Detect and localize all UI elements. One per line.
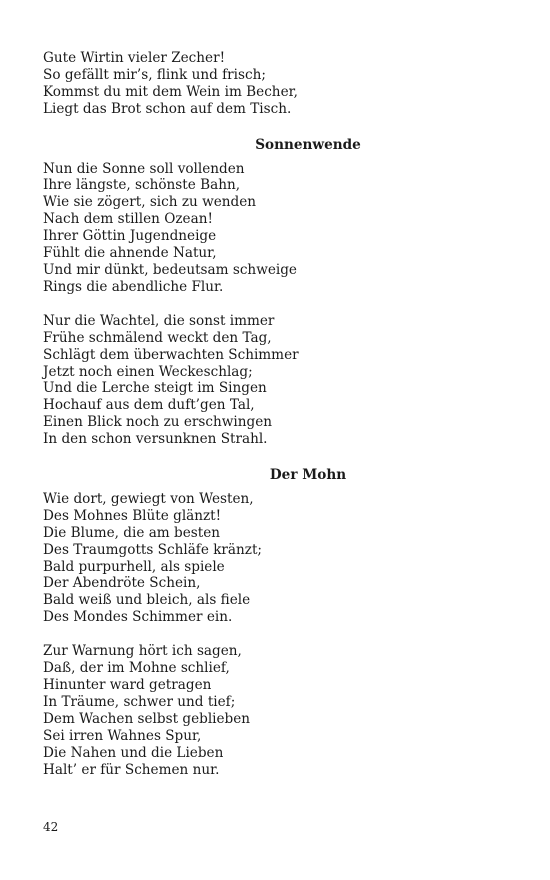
- verse-line: Einen Blick noch zu erschwingen: [43, 414, 272, 431]
- verse-line: Der Abendröte Schein,: [43, 575, 201, 592]
- verse-line: Des Mondes Schimmer ein.: [43, 609, 233, 626]
- verse-line: Bald weiß und bleich, als fiele: [43, 592, 251, 609]
- verse-line: Daß, der im Mohne schlief,: [43, 660, 230, 677]
- verse-line: Schlägt dem überwachten Schimmer: [43, 346, 299, 363]
- sonnenwende-stanza-1: [43, 161, 503, 296]
- verse-line: Dem Wachen selbst geblieben: [43, 710, 251, 727]
- verse-line: Des Mohnes Blüte glänzt!: [43, 507, 222, 524]
- verse-line: Halt’ er für Schemen nur.: [43, 761, 220, 778]
- verse-line: Nun die Sonne soll vollenden: [43, 160, 245, 177]
- verse-line: Nur die Wachtel, die sonst immer: [43, 312, 275, 329]
- poem-title-der-mohn: Der Mohn: [269, 467, 347, 484]
- poem-title-sonnenwende: Sonnenwende: [255, 136, 361, 153]
- verse-line: In den schon versunknen Strahl.: [43, 431, 268, 448]
- sonnenwende-stanza-2: [43, 313, 503, 448]
- verse-line: Ihre längste, schönste Bahn,: [43, 177, 241, 194]
- stanza-intro: [43, 50, 503, 118]
- verse-line: Jetzt noch einen Weckeschlag;: [43, 363, 253, 380]
- verse-line: Wie sie zögert, sich zu wenden: [43, 194, 257, 211]
- page-number: 42: [43, 820, 59, 834]
- verse-line: Die Blume, die am besten: [43, 524, 220, 541]
- verse-line: Ihrer Göttin Jugendneige: [43, 228, 217, 245]
- verse-line: Nach dem stillen Ozean!: [43, 211, 213, 228]
- verse-line: Bald purpurhell, als spiele: [43, 558, 225, 575]
- verse-line: Die Nahen und die Lieben: [43, 744, 224, 761]
- verse-line: Rings die abendliche Flur.: [43, 278, 224, 295]
- verse-line: Des Traumgotts Schläfe kränzt;: [43, 541, 262, 558]
- verse-line: Zur Warnung hört ich sagen,: [43, 643, 242, 660]
- verse-line: Sei irren Wahnes Spur,: [43, 727, 202, 744]
- verse-line: Frühe schmälend weckt den Tag,: [43, 329, 272, 346]
- verse-line: Fühlt die ahnende Natur,: [43, 245, 217, 262]
- verse-line: Und mir dünkt, bedeutsam schweige: [43, 261, 297, 278]
- verse-line: Hochauf aus dem duft’gen Tal,: [43, 397, 255, 414]
- verse-line: Und die Lerche steigt im Singen: [43, 380, 267, 397]
- der-mohn-stanza-1: [43, 491, 503, 626]
- verse-line: Gute Wirtin vieler Zecher!: [43, 50, 226, 66]
- page-content: [43, 50, 503, 778]
- verse-line: Kommst du mit dem Wein im Becher,: [43, 83, 298, 100]
- verse-line: So gefällt mir’s, flink und frisch;: [43, 66, 266, 83]
- verse-line: Wie dort, gewiegt von Westen,: [43, 490, 254, 507]
- verse-line: Hinunter ward getragen: [43, 677, 212, 693]
- verse-line: In Träume, schwer und tief;: [43, 693, 236, 710]
- verse-line: Liegt das Brot schon auf dem Tisch.: [43, 100, 292, 117]
- der-mohn-stanza-2: [43, 643, 503, 778]
